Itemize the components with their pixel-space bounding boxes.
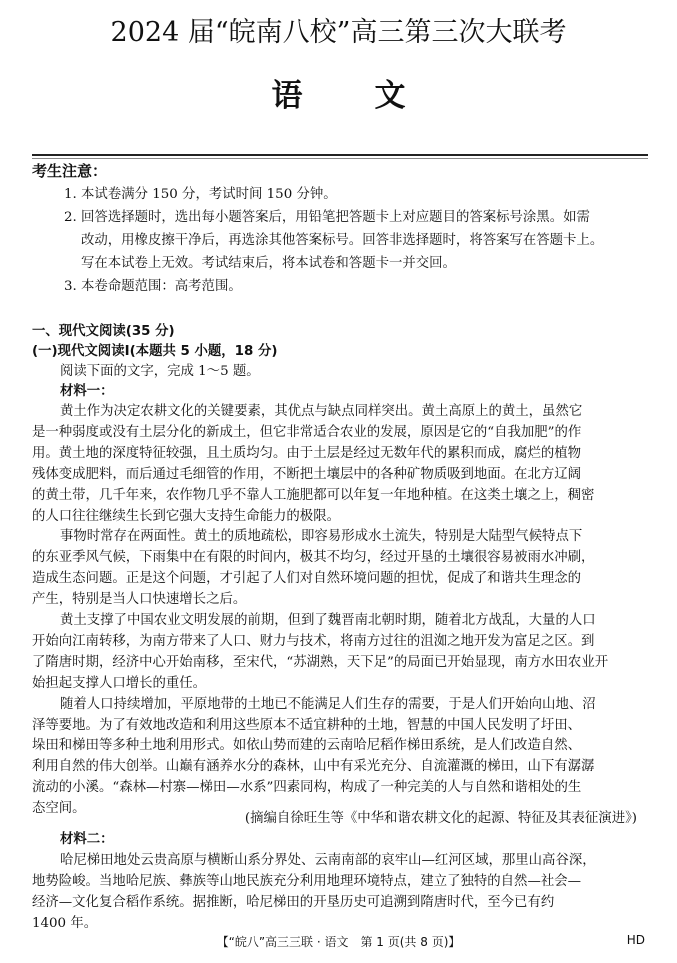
- paragraph-line: 产生，特别是当人口快速增长之后。: [32, 592, 247, 608]
- paragraph-line: 了隋唐时期，经济中心开始南移，至宋代，“苏湖熟，天下足”的局面已开始显现，南方水田农业开: [32, 654, 609, 670]
- paragraph-line: 是一种弱度或没有土层分化的新成土，但它非常适合农业的发展，原因是它的“自我加肥”的作: [32, 424, 582, 440]
- paragraph-line: 流动的小溪。“森林—村寨—梯田—水系”四素同构，构成了一种完美的人与自然和谐相处的生: [32, 780, 582, 796]
- notice-item: 3. 本卷命题范围：高考范围。: [64, 279, 242, 294]
- notice-item: 2. 回答选择题时，选出每小题答案后，用铅笔把答题卡上对应题目的答案标号涂黑。如需: [64, 210, 590, 225]
- paragraph-line: 的黄土带，几千年来，农作物几乎不靠人工施肥都可以年复一年地种植。在这类土壤之上，稠密: [32, 487, 595, 503]
- section-heading: 一、现代文阅读(35 分): [32, 324, 175, 339]
- paragraph-line: 泽等要地。为了有效地改造和利用这些原本不适宜耕种的土地，智慧的中国人民发明了圩田、: [32, 717, 582, 733]
- divider-line-thin: [32, 158, 648, 159]
- page-footer: 【“皖八”高三三联 · 语文 第 1 页(共 8 页)】: [216, 935, 461, 949]
- paragraph-line: 经济—文化复合稻作系统。据推断，哈尼梯田的开垦历史可追溯到隋唐时代，至今已有约: [32, 894, 555, 910]
- paragraph-line: 随着人口持续增加，平原地带的土地已不能满足人们生存的需要，于是人们开始向山地、沼: [60, 696, 596, 712]
- instruction: 阅读下面的文字，完成 1～5 题。: [60, 364, 260, 379]
- paragraph-line: 用。黄土地的深度特征较强，且土质均匀。由于土层是经过无数年代的累积而成，腐烂的植物: [32, 445, 582, 461]
- paragraph-line: 的东亚季风气候，下雨集中在有限的时间内，极其不均匀，经过开垦的土壤很容易被雨水冲刷，: [32, 550, 595, 566]
- section-subheading: (一)现代文阅读Ⅰ(本题共 5 小题，18 分): [32, 344, 278, 359]
- paragraph-line: 态空间。: [32, 801, 86, 817]
- paragraph-line: 黄土支撑了中国农业文明发展的前期，但到了魏晋南北朝时期，随着北方战乱，大量的人口: [60, 613, 596, 628]
- paragraph-line: 事物时常存在两面性。黄土的质地疏松，即容易形成水土流失，特别是大陆型气候特点下: [60, 529, 583, 545]
- notice-item: 1. 本试卷满分 150 分，考试时间 150 分钟。: [64, 187, 337, 202]
- material2-label: 材料二：: [60, 832, 114, 847]
- notice-heading: 考生注意：: [32, 162, 108, 180]
- material1-label: 材料一：: [60, 384, 114, 399]
- exam-title: 2024 届“皖南八校”高三第三次大联考: [110, 17, 567, 48]
- paragraph-line: 开始向江南转移，为南方带来了人口、财力与技术，将南方过往的沮洳之地开发为富足之区。到: [32, 633, 595, 649]
- paragraph-line: 黄土作为决定农耕文化的关键要素，其优点与缺点同样突出。黄土高原上的黄土，虽然它: [60, 404, 583, 419]
- notice-item: 写在本试卷上无效。考试结束后，将本试卷和答题卡一并交回。: [81, 256, 456, 271]
- divider-line: [32, 154, 648, 156]
- notice-item: 改动，用橡皮擦干净后，再选涂其他答案标号。回答非选择题时，将答案写在答题卡上。: [81, 233, 604, 248]
- paragraph-line: 利用自然的伟大创举。山巅有涵养水分的森林，山中有采光充分、自流灌溉的梯田，山下有潺潺: [32, 759, 595, 775]
- footer-code: HD: [626, 933, 645, 947]
- paragraph-line: 残体变成肥料，而后通过毛细管的作用，不断把土壤层中的各种矿物质吸到地面。在北方辽阔: [32, 466, 582, 482]
- paragraph-line: 垛田和梯田等多种土地利用形式。如依山势而建的云南哈尼稻作梯田系统，是人们改造自然、: [32, 738, 582, 754]
- paragraph-line: 地势险峻。当地哈尼族、彝族等山地民族充分利用地理环境特点，建立了独特的自然—社会—: [32, 873, 582, 889]
- paragraph-line: 始担起支撑人口增长的重任。: [32, 675, 207, 691]
- subject-title: 语文: [271, 78, 478, 114]
- paragraph-line: 1400 年。: [32, 915, 98, 931]
- source-citation: (摘编自徐旺生等《中华和谐农耕文化的起源、特征及其表征演进》): [244, 811, 637, 826]
- paragraph-line: 造成生态问题。正是这个问题，才引起了人们对自然环境问题的担忧，促成了和谐共生理念的: [32, 571, 582, 587]
- paragraph-line: 哈尼梯田地处云贵高原与横断山系分界处、云南南部的哀牢山—红河区域，那里山高谷深，: [60, 853, 596, 868]
- paragraph-line: 的人口往往继续生长到它强大支持生命能力的极限。: [32, 508, 340, 524]
